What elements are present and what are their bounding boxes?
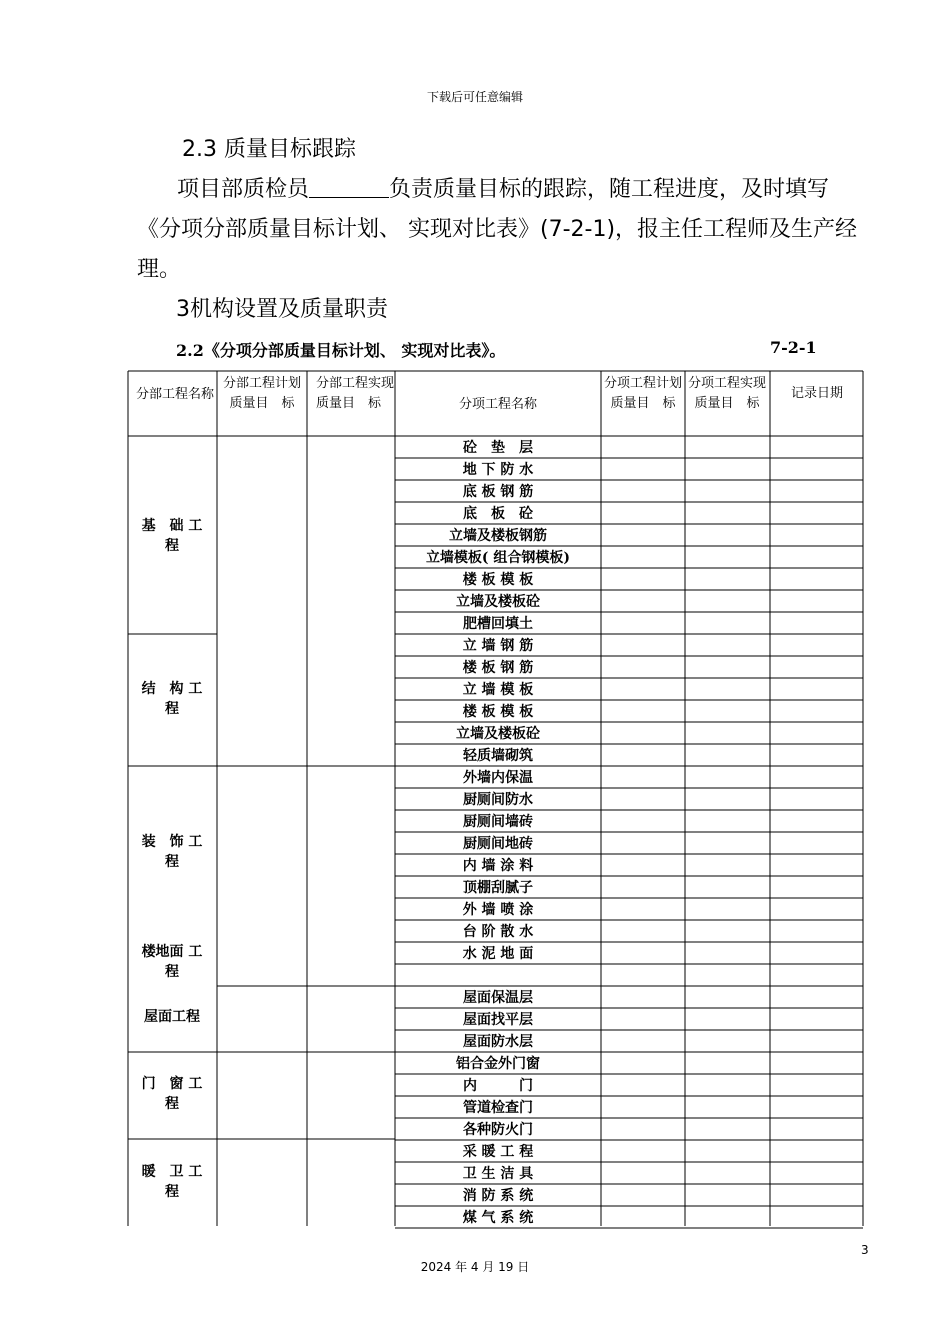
- list-item: 顶棚刮腻子: [463, 880, 533, 896]
- list-item: 立墙及楼板砼: [456, 726, 540, 742]
- header-item-planned: 分项工程计划质量目 标: [603, 376, 682, 411]
- section-decoration: 装 饰 工 程: [141, 834, 217, 870]
- list-item: 立墙及楼板钢筋: [449, 528, 547, 544]
- footer-date: 2024 年 4 月 19 日: [420, 1260, 530, 1274]
- section-heading-2-3: 2.3 质量目标跟踪: [182, 137, 356, 162]
- list-item: 厨厕间地砖: [463, 836, 533, 852]
- blank-line[interactable]: [309, 173, 389, 198]
- header-item-actual: 分项工程实现质量目 标: [687, 376, 766, 411]
- header-section-actual: 分部工程实现质量目 标: [316, 376, 395, 411]
- list-item: 立墙模板( 组合钢模板): [425, 550, 571, 566]
- paragraph-part1: 项目部质检员: [177, 177, 310, 202]
- list-item: 屋面保温层: [463, 990, 533, 1006]
- tracking-paragraph: [137, 170, 867, 290]
- section-doors-windows: 门 窗 工 程: [141, 1076, 217, 1112]
- list-item: 立 墙 钢 筋: [462, 638, 534, 654]
- list-item: 底 板 钢 筋: [462, 484, 534, 500]
- header-item-name: 分项工程名称: [458, 397, 537, 412]
- list-item: 楼 板 钢 筋: [462, 660, 534, 676]
- list-item: 轻质墙砌筑: [463, 748, 533, 764]
- header-section-name: 分部工程名称: [136, 387, 215, 402]
- header-section-planned: 分部工程计划质量目 标: [222, 376, 301, 411]
- section-structure: 结 构 工 程: [141, 681, 217, 717]
- list-item: 内 门: [463, 1078, 533, 1094]
- list-item: 外墙内保温: [463, 770, 533, 786]
- section-floor: 楼地面 工 程: [141, 944, 217, 980]
- list-item: 砼 垫 层: [463, 440, 533, 456]
- list-item: 厨厕间防水: [463, 792, 533, 808]
- list-item: 采 暖 工 程: [462, 1144, 534, 1160]
- list-item: 卫 生 洁 具: [462, 1166, 534, 1182]
- paragraph-part2: 负责质量目标的跟踪，随工程进度，及时填写《分项分部质量目标计划、 实现对比表》(7-2-1)，报主任工程师及生产经理。: [137, 177, 858, 282]
- list-item: 内 墙 涂 料: [462, 858, 534, 874]
- list-item: 各种防火门: [463, 1122, 533, 1138]
- list-item: 管道检查门: [463, 1100, 533, 1116]
- section-roof: 屋面工程: [144, 1009, 200, 1025]
- header-note: 下载后可任意编辑: [426, 90, 523, 104]
- table-caption: 2.2《分项分部质量目标计划、 实现对比表》。: [176, 341, 506, 360]
- list-item: 水 泥 地 面: [462, 946, 534, 962]
- list-item: 台 阶 散 水: [462, 924, 534, 940]
- list-item: 立墙及楼板砼: [456, 594, 540, 610]
- section-heading-3: 3机构设置及质量职责: [176, 297, 388, 322]
- table-code: 7-2-1: [770, 338, 817, 357]
- list-item: 消 防 系 统: [462, 1188, 534, 1204]
- list-item: 地 下 防 水: [462, 462, 534, 478]
- header-record-date: 记录日期: [790, 386, 843, 401]
- list-item: 煤 气 系 统: [462, 1210, 534, 1226]
- section-heating-plumbing: 暖 卫 工 程: [141, 1164, 217, 1200]
- list-item: 外 墙 喷 涂: [462, 902, 534, 918]
- list-item: 立 墙 模 板: [462, 682, 534, 698]
- list-item: 厨厕间墙砖: [463, 814, 533, 830]
- list-item: 屋面找平层: [463, 1012, 533, 1028]
- list-item: 肥槽回填土: [463, 616, 533, 632]
- section-foundation: 基 础 工 程: [141, 518, 217, 554]
- list-item: 楼 板 模 板: [462, 704, 534, 720]
- page-number: 3: [861, 1243, 869, 1257]
- list-item: 底 板 砼: [463, 506, 533, 522]
- list-item: 楼 板 模 板: [462, 572, 534, 588]
- list-item: 屋面防水层: [463, 1034, 533, 1050]
- list-item: 铝合金外门窗: [456, 1056, 540, 1072]
